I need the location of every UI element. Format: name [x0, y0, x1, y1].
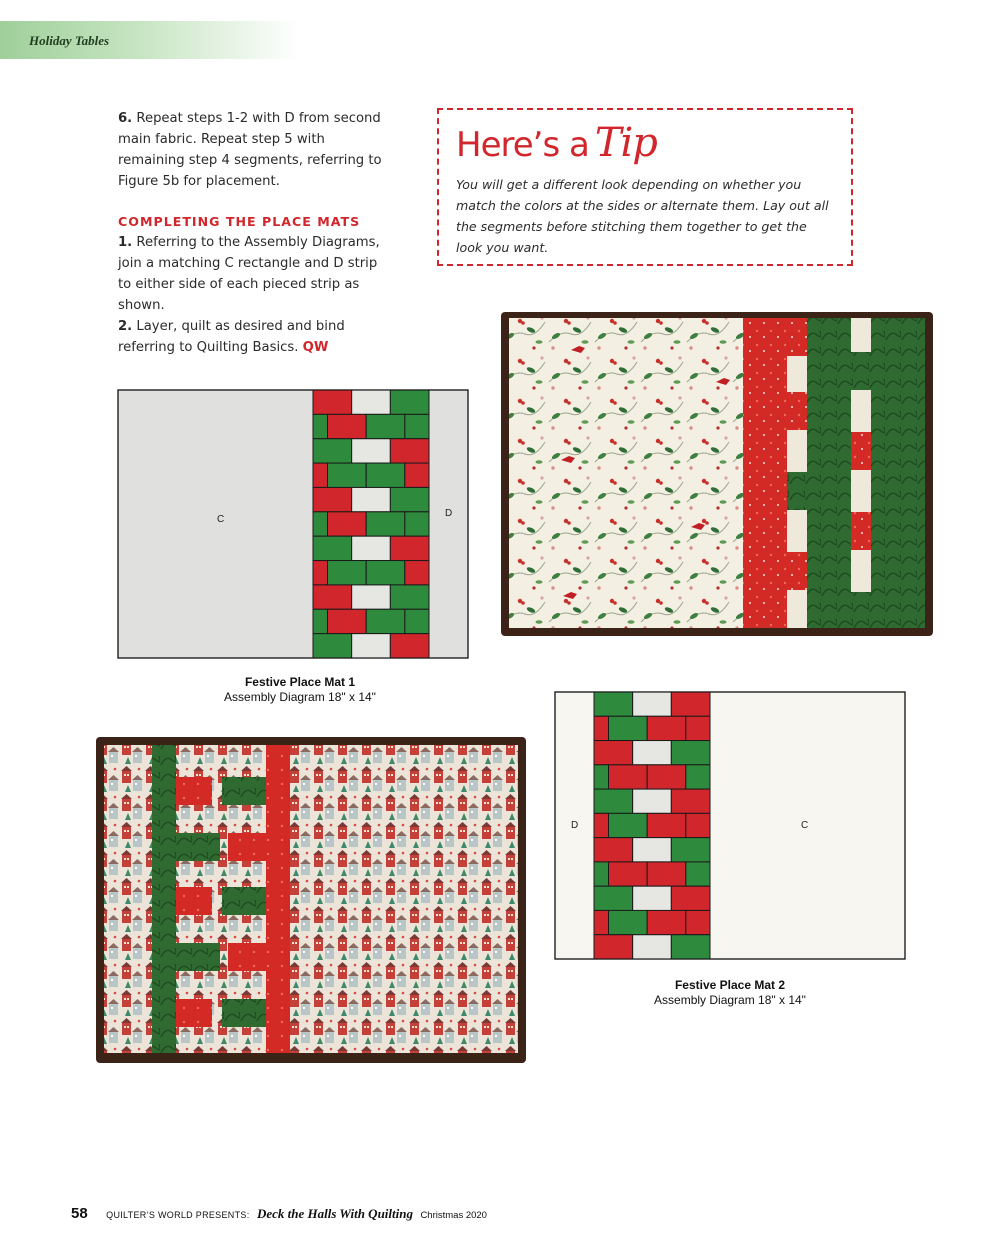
strip-block: [328, 609, 367, 633]
strip-block: [352, 487, 391, 511]
label-c: C: [217, 514, 225, 525]
strip-block: [313, 536, 352, 560]
strip-block: [405, 512, 429, 536]
label-c: C: [801, 820, 809, 831]
strip-block: [390, 390, 429, 414]
strip-block: [328, 414, 367, 438]
tip-text: You will get a different look depending on whether you match the colors at the sides or alternate them. Lay out all the segments before stitching them together to get the look you want.: [456, 177, 829, 255]
strip-block: [352, 390, 391, 414]
pieced-strip-2: [594, 692, 710, 959]
instructions: [118, 108, 383, 358]
strip-block: [609, 765, 648, 789]
strip-block: [594, 741, 633, 765]
strip-block: [313, 414, 328, 438]
strip-block: [366, 561, 405, 585]
strip-block: [366, 609, 405, 633]
strip-block: [390, 536, 429, 560]
assembly-diagram-2: [554, 691, 906, 960]
strip-block: [390, 585, 429, 609]
strip-block: [686, 910, 710, 934]
strip-block: [671, 838, 710, 862]
strip-block: [366, 414, 405, 438]
strip-block: [390, 487, 429, 511]
strip-block: [594, 838, 633, 862]
place-mat-1-photo-blocks: [743, 318, 925, 628]
strip-block: [594, 862, 609, 886]
strip-block: [405, 609, 429, 633]
strip-block: [594, 935, 633, 959]
strip-block: [313, 561, 328, 585]
strip-block: [390, 439, 429, 463]
strip-block: [594, 813, 609, 837]
strip-block: [313, 463, 328, 487]
strip-block: [405, 561, 429, 585]
strip-block: [647, 862, 686, 886]
strip-block: [671, 886, 710, 910]
strip-block: [647, 910, 686, 934]
strip-block: [647, 765, 686, 789]
strip-block: [647, 716, 686, 740]
strip-block: [313, 439, 352, 463]
caption-1: Festive Place Mat 1 Assembly Diagram 18" x 14": [224, 675, 376, 704]
strip-block: [633, 886, 672, 910]
strip-block: [328, 463, 367, 487]
strip-block: [671, 789, 710, 813]
strip-block: [609, 716, 648, 740]
strip-block: [633, 789, 672, 813]
strip-block: [633, 838, 672, 862]
label-d: D: [445, 508, 453, 519]
tip-title: Here’s a Tip: [456, 120, 657, 166]
tip-title-script: Tip: [594, 120, 657, 166]
strip-block: [313, 634, 352, 658]
place-mat-1-photo: [501, 312, 933, 636]
strip-block: [647, 813, 686, 837]
strip-block: [328, 512, 367, 536]
assembly-diagram-1: [117, 389, 469, 659]
publisher-line: QUILTER’S WORLD PRESENTS:: [106, 1210, 250, 1220]
strip-block: [686, 765, 710, 789]
step-1: 1. Referring to the Assembly Diagrams, join a matching C rectangle and D strip to either side of each pieced strip as shown.: [118, 235, 380, 313]
strip-block: [671, 692, 710, 716]
section-label: Holiday Tables: [29, 33, 110, 48]
place-mat-2-photo: [96, 737, 526, 1063]
strip-block: [671, 741, 710, 765]
strip-block: [405, 463, 429, 487]
strip-block: [352, 439, 391, 463]
strip-block: [390, 634, 429, 658]
strip-block: [352, 585, 391, 609]
magazine-title: Deck the Halls With Quilting: [256, 1206, 413, 1221]
strip-block: [633, 935, 672, 959]
footer: [71, 1205, 487, 1223]
strip-block: [609, 813, 648, 837]
strip-block: [313, 609, 328, 633]
strip-block: [313, 512, 328, 536]
step-2: 2. Layer, quilt as desired and bind referring to Quilting Basics. QW: [118, 319, 345, 355]
strip-block: [594, 789, 633, 813]
page-number: 58: [71, 1205, 88, 1222]
pieced-strip-1: [313, 390, 429, 658]
strip-block: [633, 741, 672, 765]
issue-label: Christmas 2020: [420, 1210, 487, 1221]
strip-block: [352, 634, 391, 658]
strip-block: [594, 692, 633, 716]
strip-block: [594, 910, 609, 934]
caption-2: Festive Place Mat 2 Assembly Diagram 18" x 14": [654, 978, 806, 1007]
strip-block: [671, 935, 710, 959]
strip-block: [686, 862, 710, 886]
strip-block: [609, 862, 648, 886]
qw-end-mark: QW: [302, 340, 329, 355]
strip-block: [328, 561, 367, 585]
section-heading: COMPLETING THE PLACE MATS: [118, 214, 361, 229]
strip-block: [352, 536, 391, 560]
strip-block: [686, 813, 710, 837]
strip-block: [366, 463, 405, 487]
label-d: D: [571, 820, 579, 831]
tip-box: [437, 108, 853, 266]
strip-block: [405, 414, 429, 438]
strip-block: [366, 512, 405, 536]
strip-block: [313, 487, 352, 511]
strip-block: [686, 716, 710, 740]
step-6: 6. Repeat steps 1-2 with D from second main fabric. Repeat step 5 with remaining step 4 segments, referring to Figure 5b for placement.: [118, 111, 382, 189]
strip-block: [313, 390, 352, 414]
strip-block: [594, 765, 609, 789]
strip-block: [609, 910, 648, 934]
strip-block: [313, 585, 352, 609]
strip-block: [633, 692, 672, 716]
strip-block: [594, 886, 633, 910]
strip-block: [594, 716, 609, 740]
